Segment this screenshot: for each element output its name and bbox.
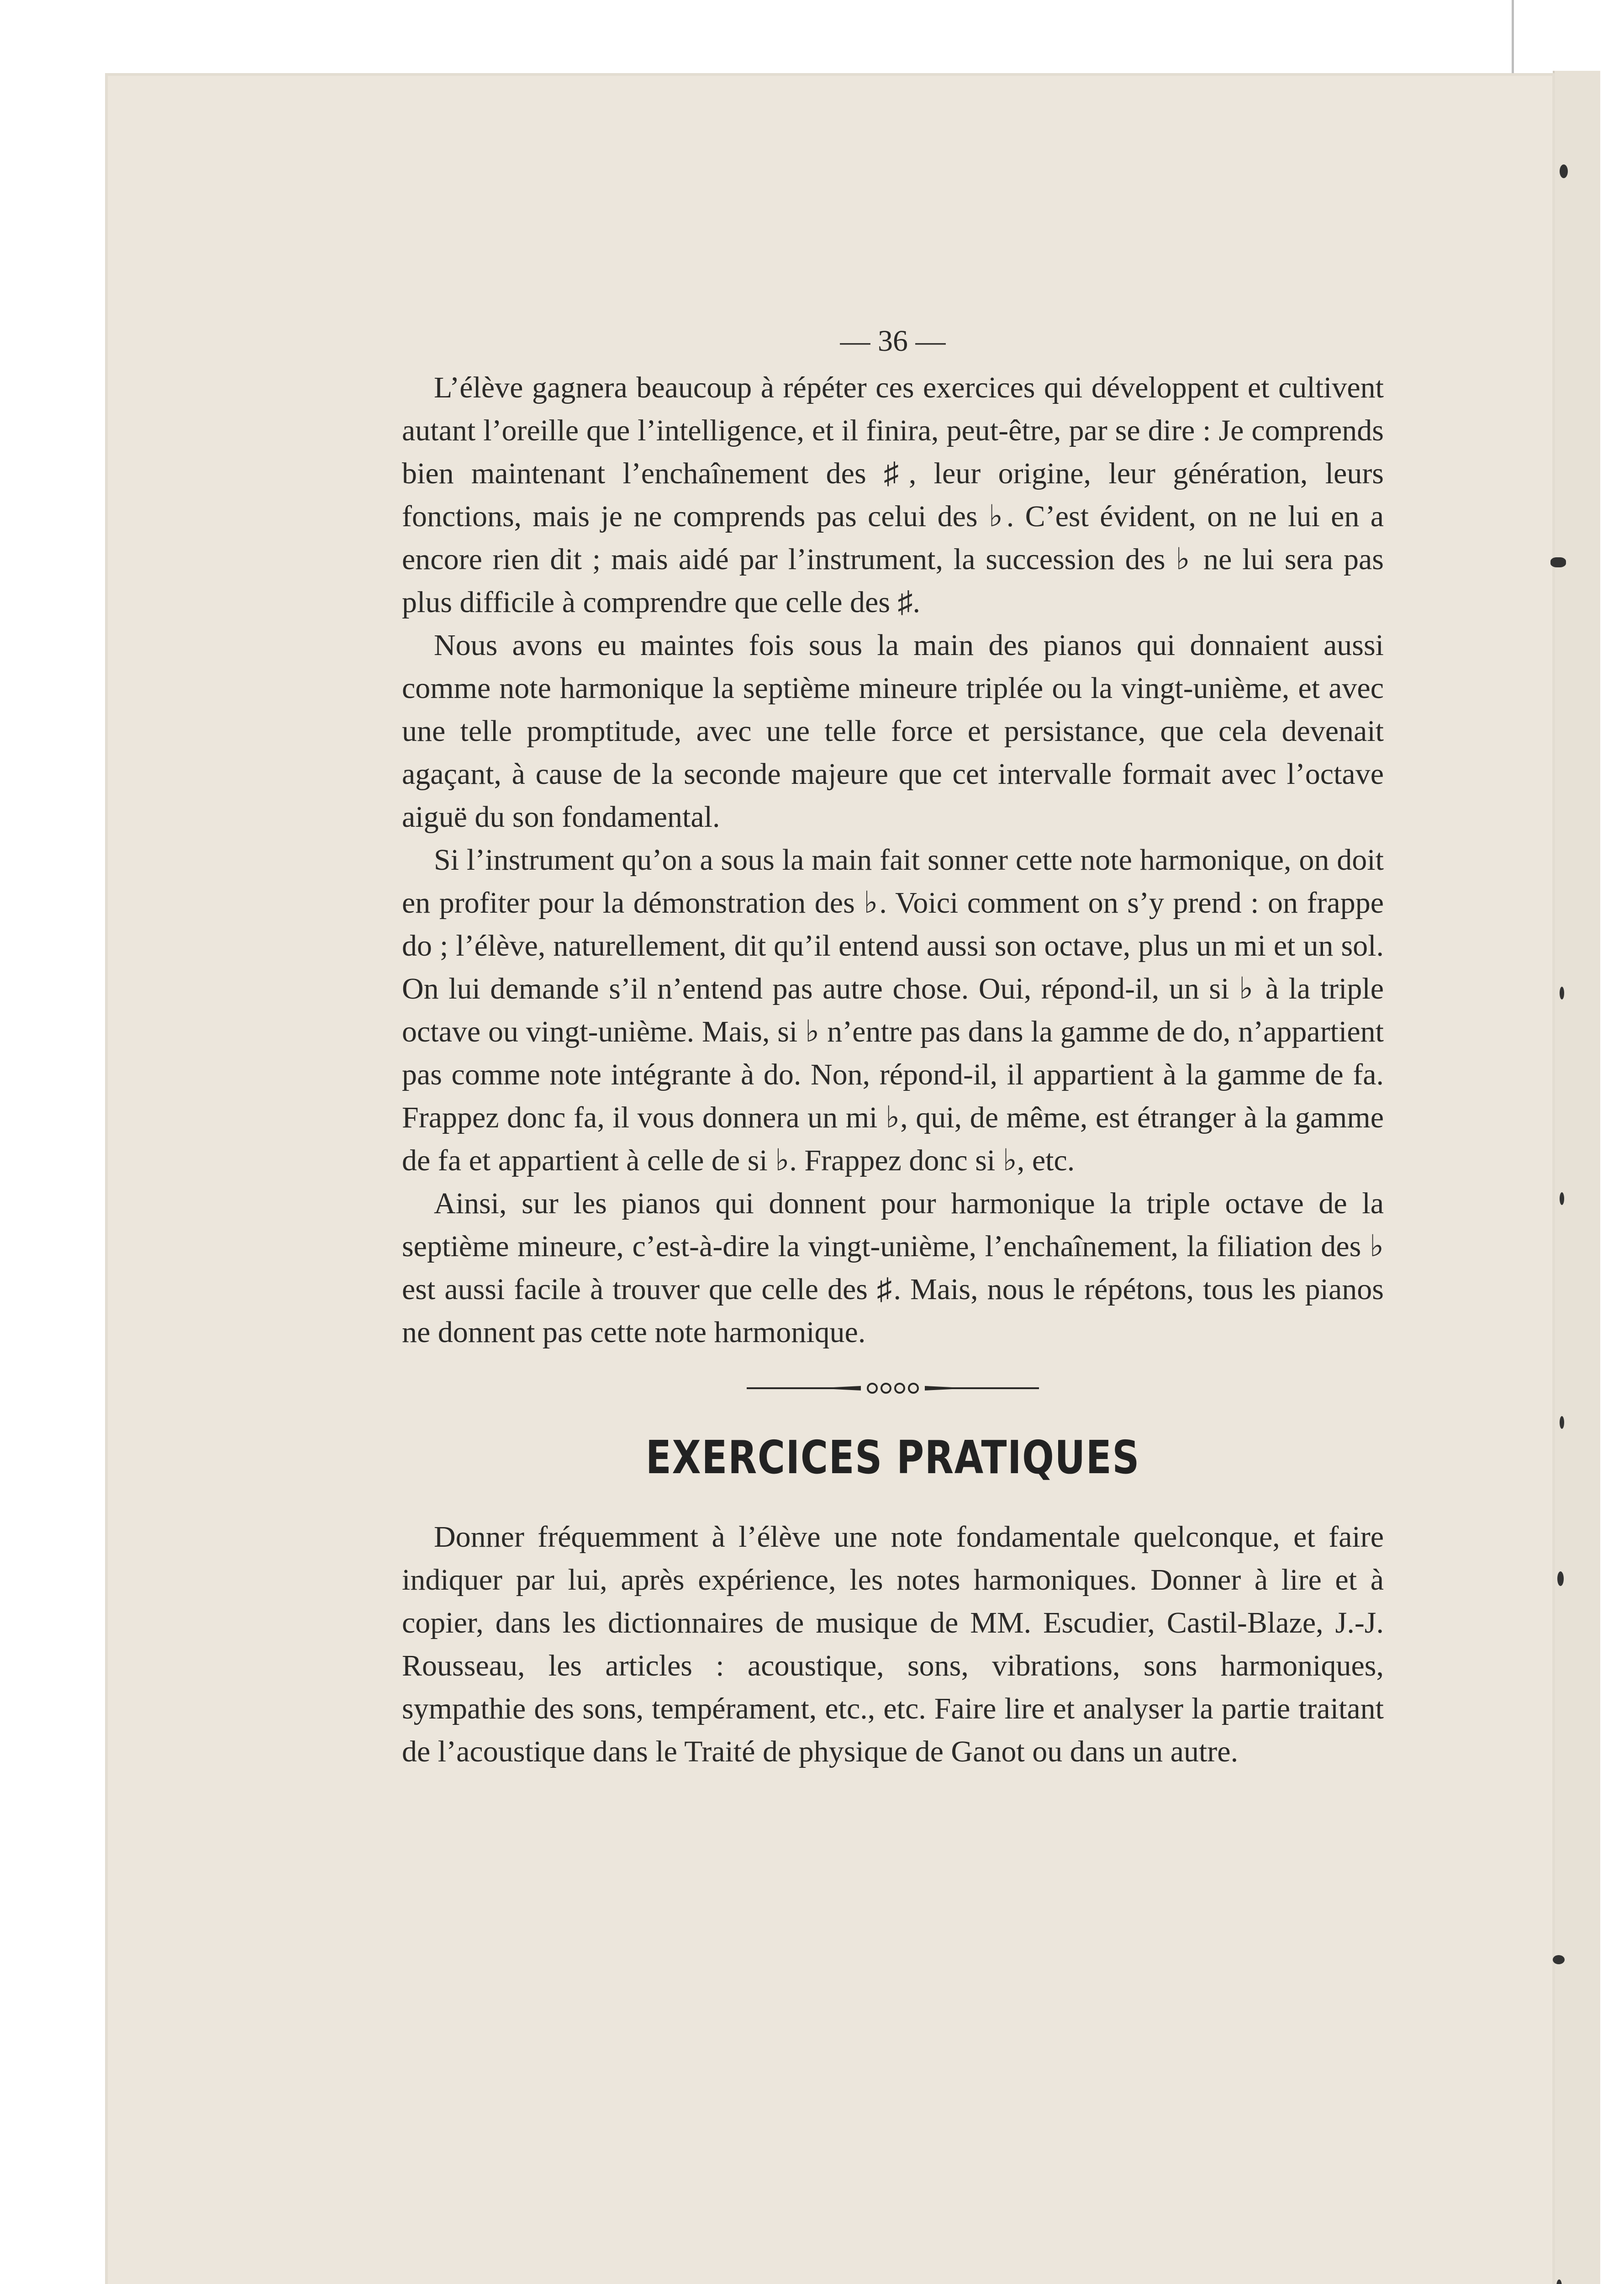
margin-speck (1553, 1955, 1565, 1964)
margin-speck (1560, 1416, 1564, 1429)
paragraph-1: L’élève gagnera beaucoup à répéter ces exercices qui développent et cultivent autant l’oreille que l’intelligence, et il finira, peut-être, par se dire : Je comprends bien maintenant l’enchaînement des ♯, leur origine, leur génération, leurs fonctions, mais je ne comprends pas celui des ♭. C’est évident, on ne lui en a encore rien dit ; mais aidé par l’instrument, la succession des ♭ ne lui sera pas plus difficile à comprendre que celle des ♯. (402, 371, 1384, 619)
margin-speck (1560, 1192, 1564, 1205)
ornament-divider (747, 1381, 1039, 1395)
paragraph-4: Ainsi, sur les pianos qui donnent pour harmonique la triple octave de la septième mineure, c’est-à-dire la vingt-unième, l’enchaînement, la filiation des ♭ est aussi facile à trouver que celle des ♯. Mais, nous le répétons, tous les pianos ne donnent pas cette note harmonique. (402, 1187, 1384, 1349)
adjacent-page-edge (1553, 71, 1600, 2284)
margin-speck (1550, 557, 1566, 567)
paragraph-3: Si l’instrument qu’on a sous la main fait sonner cette note harmonique, on doit en profiter pour la démonstration des ♭. Voici comment on s’y prend : on frappe do ; l’élève, naturellement, dit qu’il entend aussi son octave, plus un mi et un sol. On lui demande s’il n’entend pas autre chose. Oui, répond-il, un si ♭ à la triple octave ou vingt-unième. Mais, si ♭ n’entre pas dans la gamme de do, n’appartient pas comme note intégrante à do. Non, répond-il, il appartient à la gamme de fa. Frappez donc fa, il vous donnera un mi ♭, qui, de même, est étranger à la gamme de fa et appartient à celle de si ♭. Frappez donc si ♭, etc. (402, 843, 1384, 1177)
margin-speck (1560, 164, 1568, 178)
page-text-block (402, 320, 1384, 1773)
paragraph-2: Nous avons eu maintes fois sous la main des pianos qui donnaient aussi comme note harmonique la septième mineure triplée ou la vingt-unième, et avec une telle promptitude, avec une telle force et persistance, que cela devenait agaçant, à cause de la seconde majeure que cet intervalle formait avec l’octave aiguë du son fondamental. (402, 629, 1384, 834)
scan-edge-line (1512, 0, 1514, 73)
section-title: EXERCICES PRATIQUES (645, 1431, 1140, 1484)
margin-speck (1560, 987, 1564, 999)
margin-speck (1557, 1571, 1564, 1586)
section-paragraph: Donner fréquemment à l’élève une note fondamentale quelconque, et faire indiquer par lui, après expérience, les notes harmoniques. Donner à lire et à copier, dans les dictionnaires de musique de MM. Escudier, Castil-Blaze, J.-J. Rousseau, les articles : acoustique, sons, vibrations, sons harmoniques, sympathie des sons, tempérament, etc., etc. Faire lire et analyser la partie traitant de l’acoustique dans le Traité de physique de Ganot ou dans un autre. (402, 1520, 1384, 1768)
page-number: — 36 — (840, 324, 946, 358)
